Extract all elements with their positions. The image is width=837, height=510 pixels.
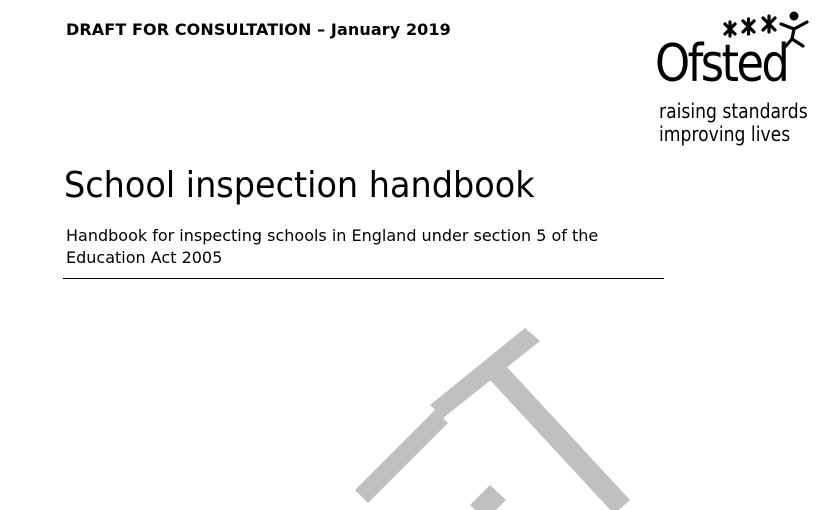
watermark-letter-shape xyxy=(355,328,630,510)
logo-tagline-line1: raising standards xyxy=(659,99,808,123)
ofsted-logo xyxy=(655,8,825,148)
document-subtitle: Handbook for inspecting schools in England under section 5 of the Education Act 2005 xyxy=(66,226,599,267)
document-title: School inspection handbook xyxy=(64,165,535,206)
draft-watermark xyxy=(330,320,660,510)
title-divider xyxy=(63,278,664,279)
logo-tagline-line2: improving lives xyxy=(659,122,791,146)
logo-wordmark: Ofsted xyxy=(655,34,788,94)
draft-consultation-label: DRAFT FOR CONSULTATION – January 2019 xyxy=(66,20,451,39)
